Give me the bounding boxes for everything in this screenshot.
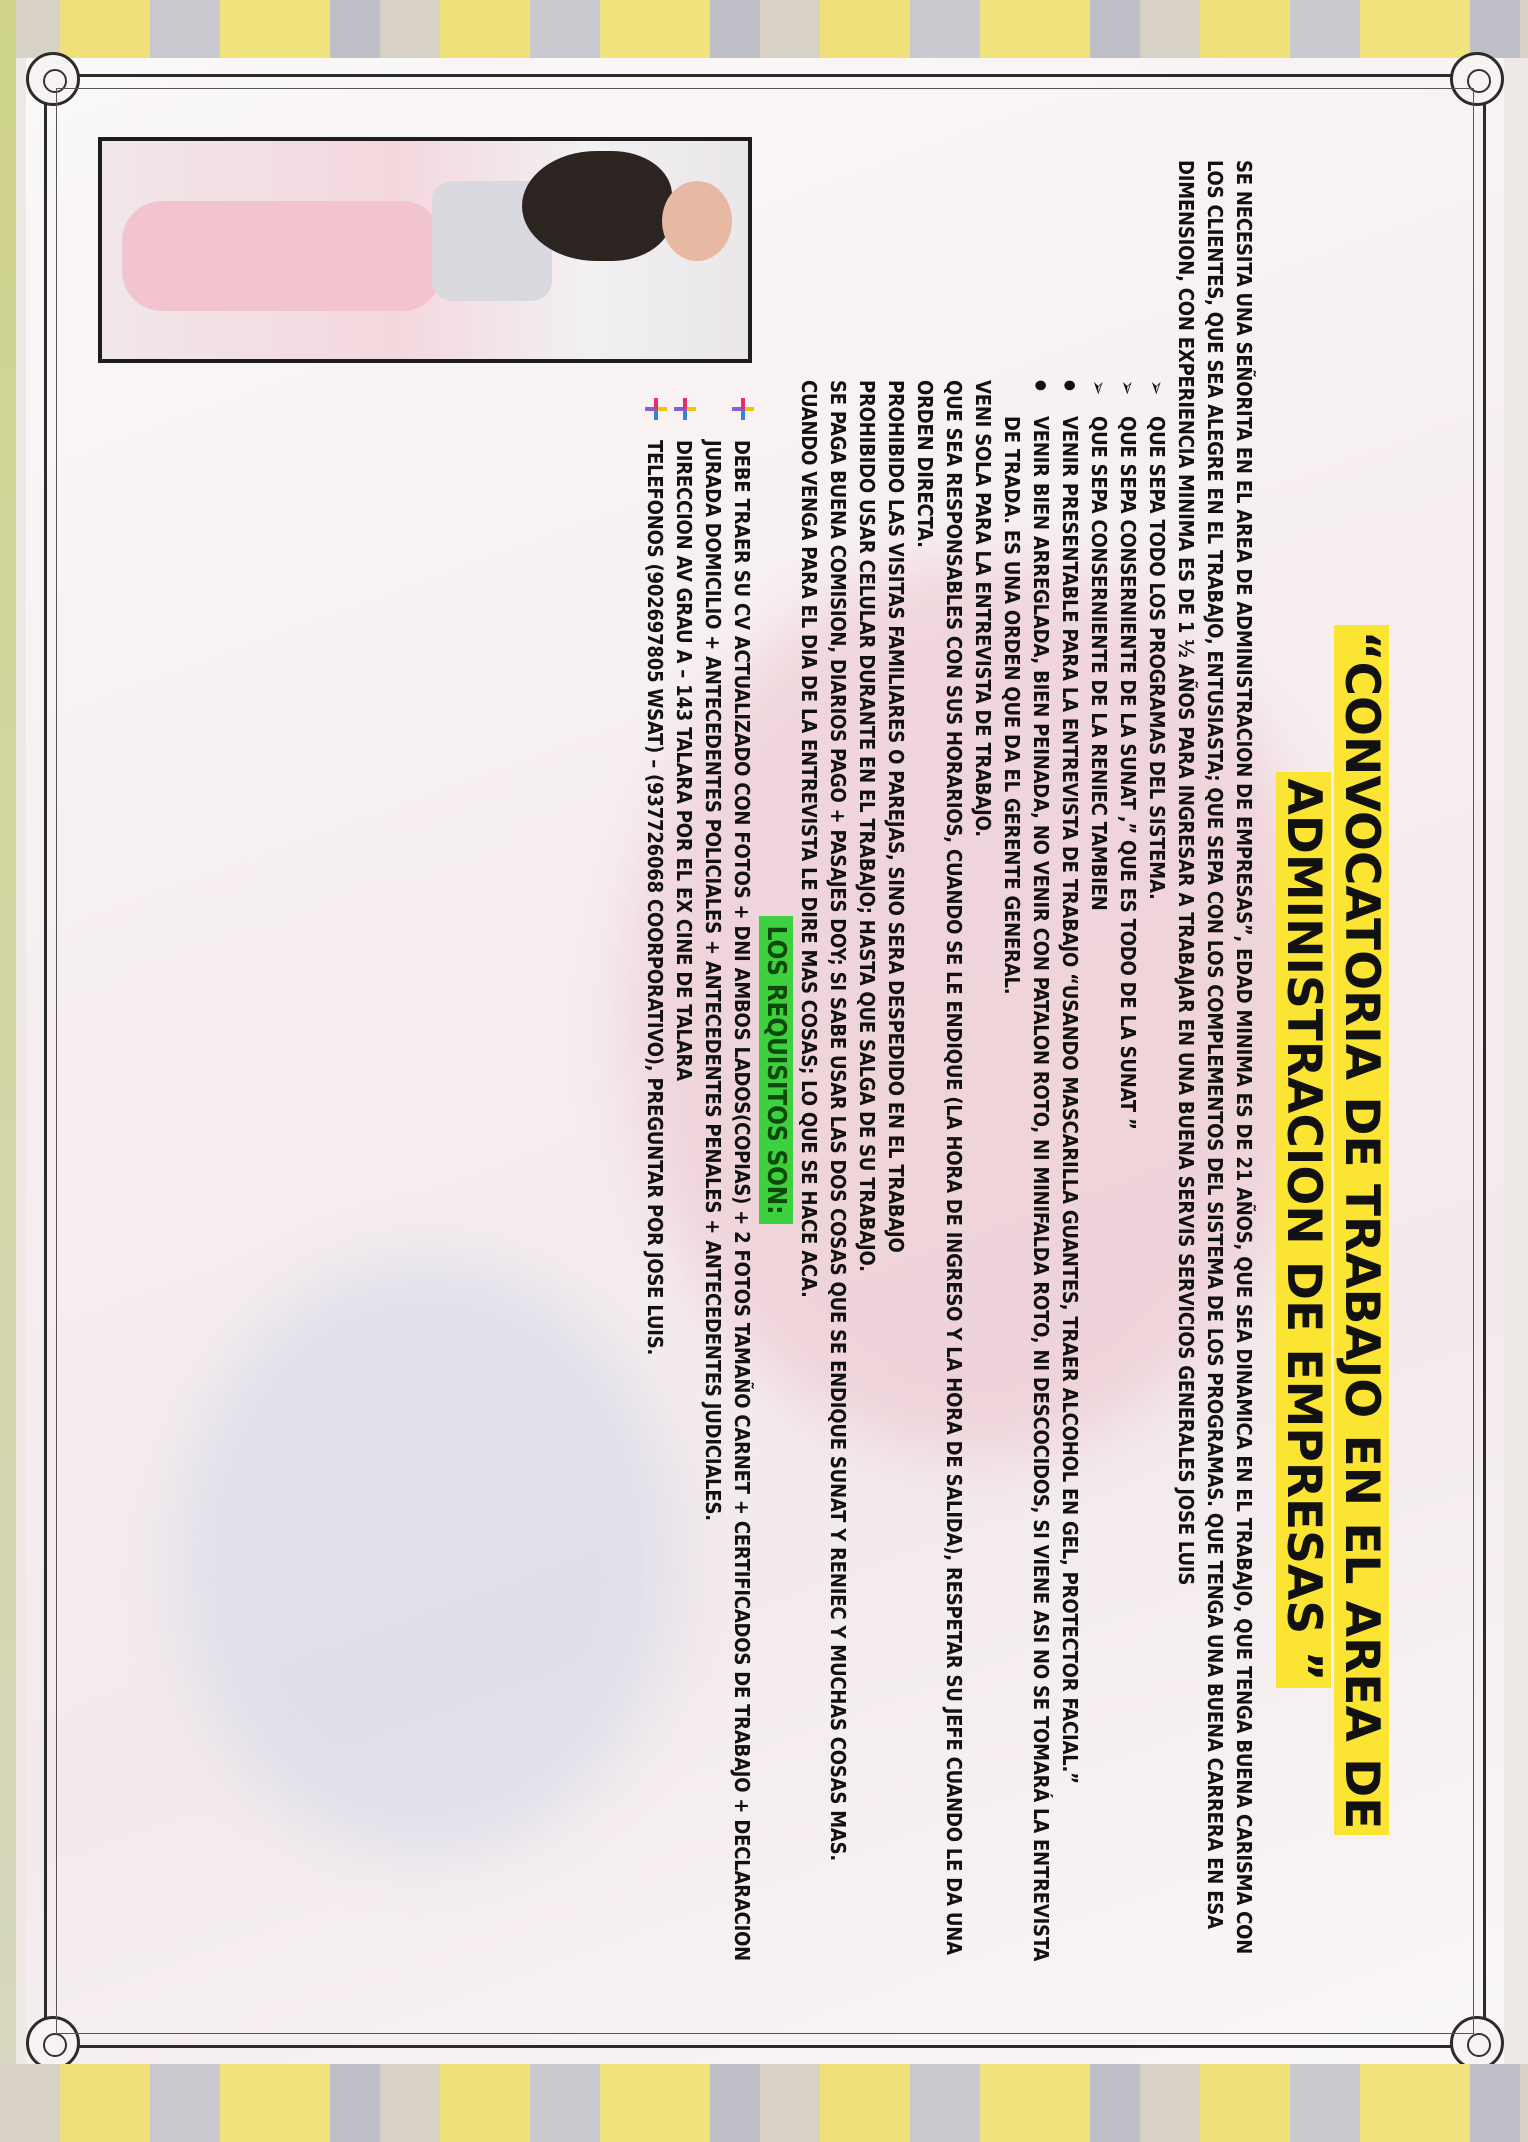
requirement-item [640, 380, 669, 1980]
requirement-text: DEBE TRAER SU CV ACTUALIZADO CON FOTOS + DNI AMBOS LADOS(COPIAS) + 2 FOTOS TAMAÑO CARNET + CERTIFICADOS DE TRABAJO + DECLARACION JURADA DOMICILIO + ANTECEDENTES POLICIALES + ANTECEDENTES PENALES + ANTECEDENTES JUDICIALES. [701, 440, 754, 1962]
requirement-item [669, 380, 698, 1980]
rule-line: CUANDO VENGA PARA EL DIA DE LA ENTREVISTA LE DIRE MAS COSAS; LO QUE SE HACE ACA. [797, 380, 821, 1298]
corner-ornament-icon [26, 52, 80, 106]
rule-line: PROHIBIDO USAR CELULAR DURANTE EN EL TRABAJO; HASTA QUE SALGA DE SU TRABAJO. [855, 380, 879, 1272]
plus-bullet-icon [732, 398, 754, 420]
corner-ornament-icon [26, 2016, 80, 2070]
poster-content [90, 140, 1390, 2040]
rule-line: PROHIBIDO LAS VISITAS FAMILIARES O PAREJAS, SINO SERA DESPEDIDO EN EL TRABAJO [884, 380, 908, 1253]
top-scan-strip [0, 0, 1528, 58]
arrow-list-item: ➢ QUE SEPA CONSERNIENTE DE LA RENIEC TAMBIEN [1084, 380, 1113, 1980]
arrow-list [1084, 160, 1171, 1980]
plus-bullet-icon [645, 398, 667, 420]
corner-ornament-icon [1450, 52, 1504, 106]
intro-paragraph: SE NECESITA UNA SEÑORITA EN EL AREA DE ADMINISTRACION DE EMPRESAS”, EDAD MINIMA ES DE 21 AÑOS, QUE SEA DINAMICA EN EL TRABAJO, QUE TENGA BUENA CARISMA CON LOS CLIENTES, QUE SEA ALEGRE EN EL TRABAJO, ENTUSIASTA; QUE SEPA CON LOS COMPLEMENTOS DEL SISTEMA DE LOS PROGRAMAS. QUE TENGA UNA BUENA CARRERA EN ESA DIMENSION, CON EXPERIENCIA MINIMA ES DE 1 ½ AÑOS PARA INGRESAR A TRABAJAR EN UNA BUENA SERVIS SERVICIOS GENERALES JOSE LUIS [1174, 160, 1256, 1955]
dot-list-item: ● VENIR BIEN ARREGLADA, BIEN PEINADA, NO VENIR CON PATALON ROTO, NI MINIFALDA ROTO, NI DESCOCIDOS, SI VIENE ASI NO SE TOMARÁ LA ENTREVISTA DE TRADA. ES UNA ORDEN QUE DA EL GERENTE GENERAL. [997, 380, 1055, 1980]
poster-title [1274, 440, 1390, 2020]
poster-body [640, 160, 1258, 1980]
arrow-list-item: ➢ QUE SEPA CONSERNIENTE DE LA SUNAT ,” QUE ES TODO DE LA SUNAT ” [1113, 380, 1142, 1980]
poster-title-text: “CONVOCATORIA DE TRABAJO EN EL AREA DE ADMINISTRACION DE EMPRESAS ” [1276, 625, 1389, 1836]
requirement-item [698, 380, 756, 1980]
rule-line: SE PAGA BUENA COMISION, DIARIOS PAGO + PASAJES DOY; SI SABE USAR LAS DOS COSAS QUE SE ENDIQUE SUNAT Y RENIEC Y MUCHAS COSAS MAS. [826, 380, 850, 1862]
requirements-heading [760, 160, 790, 1980]
requirement-text: TELEFONOS (902697805 WSAT) – (937726068 COORPORATIVO), PREGUNTAR POR JOSE LUIS. [643, 440, 667, 1356]
requirements-list [640, 160, 756, 1980]
requirements-heading-text: LOS REQUISITOS SON: [759, 916, 793, 1225]
left-scan-strip [0, 0, 16, 2142]
plus-bullet-icon [674, 398, 696, 420]
dot-list-item: ● VENIR PRESENTABLE PARA LA ENTREVISTA DE TRABAJO “USANDO MASCARILLA GUANTES, TRAER ALCOHOL EN GEL, PROTECTOR FACIAL.” [1055, 380, 1084, 1980]
dot-list [997, 160, 1084, 1980]
bottom-scan-strip [0, 2064, 1528, 2142]
requirement-text: DIRECCION AV GRAU A – 143 TALARA POR EL EX CINE DE TALARA [672, 440, 696, 1081]
corner-ornament-icon [1450, 2016, 1504, 2070]
arrow-list-item: ➢ QUE SEPA TODO LOS PROGRAMAS DEL SISTEMA. [1142, 380, 1171, 1980]
rule-line: VENI SOLA PARA LA ENTREVISTA DE TRABAJO. [971, 380, 995, 837]
rule-line: QUE SEA RESPONSABLES CON SUS HORARIOS, CUANDO SE LE ENDIQUE (LA HORA DE INGRESO Y LA HORA DE SALIDA), RESPETAR SU JEFE CUANDO LE DA UNA ORDEN DIRECTA. [913, 380, 966, 1955]
